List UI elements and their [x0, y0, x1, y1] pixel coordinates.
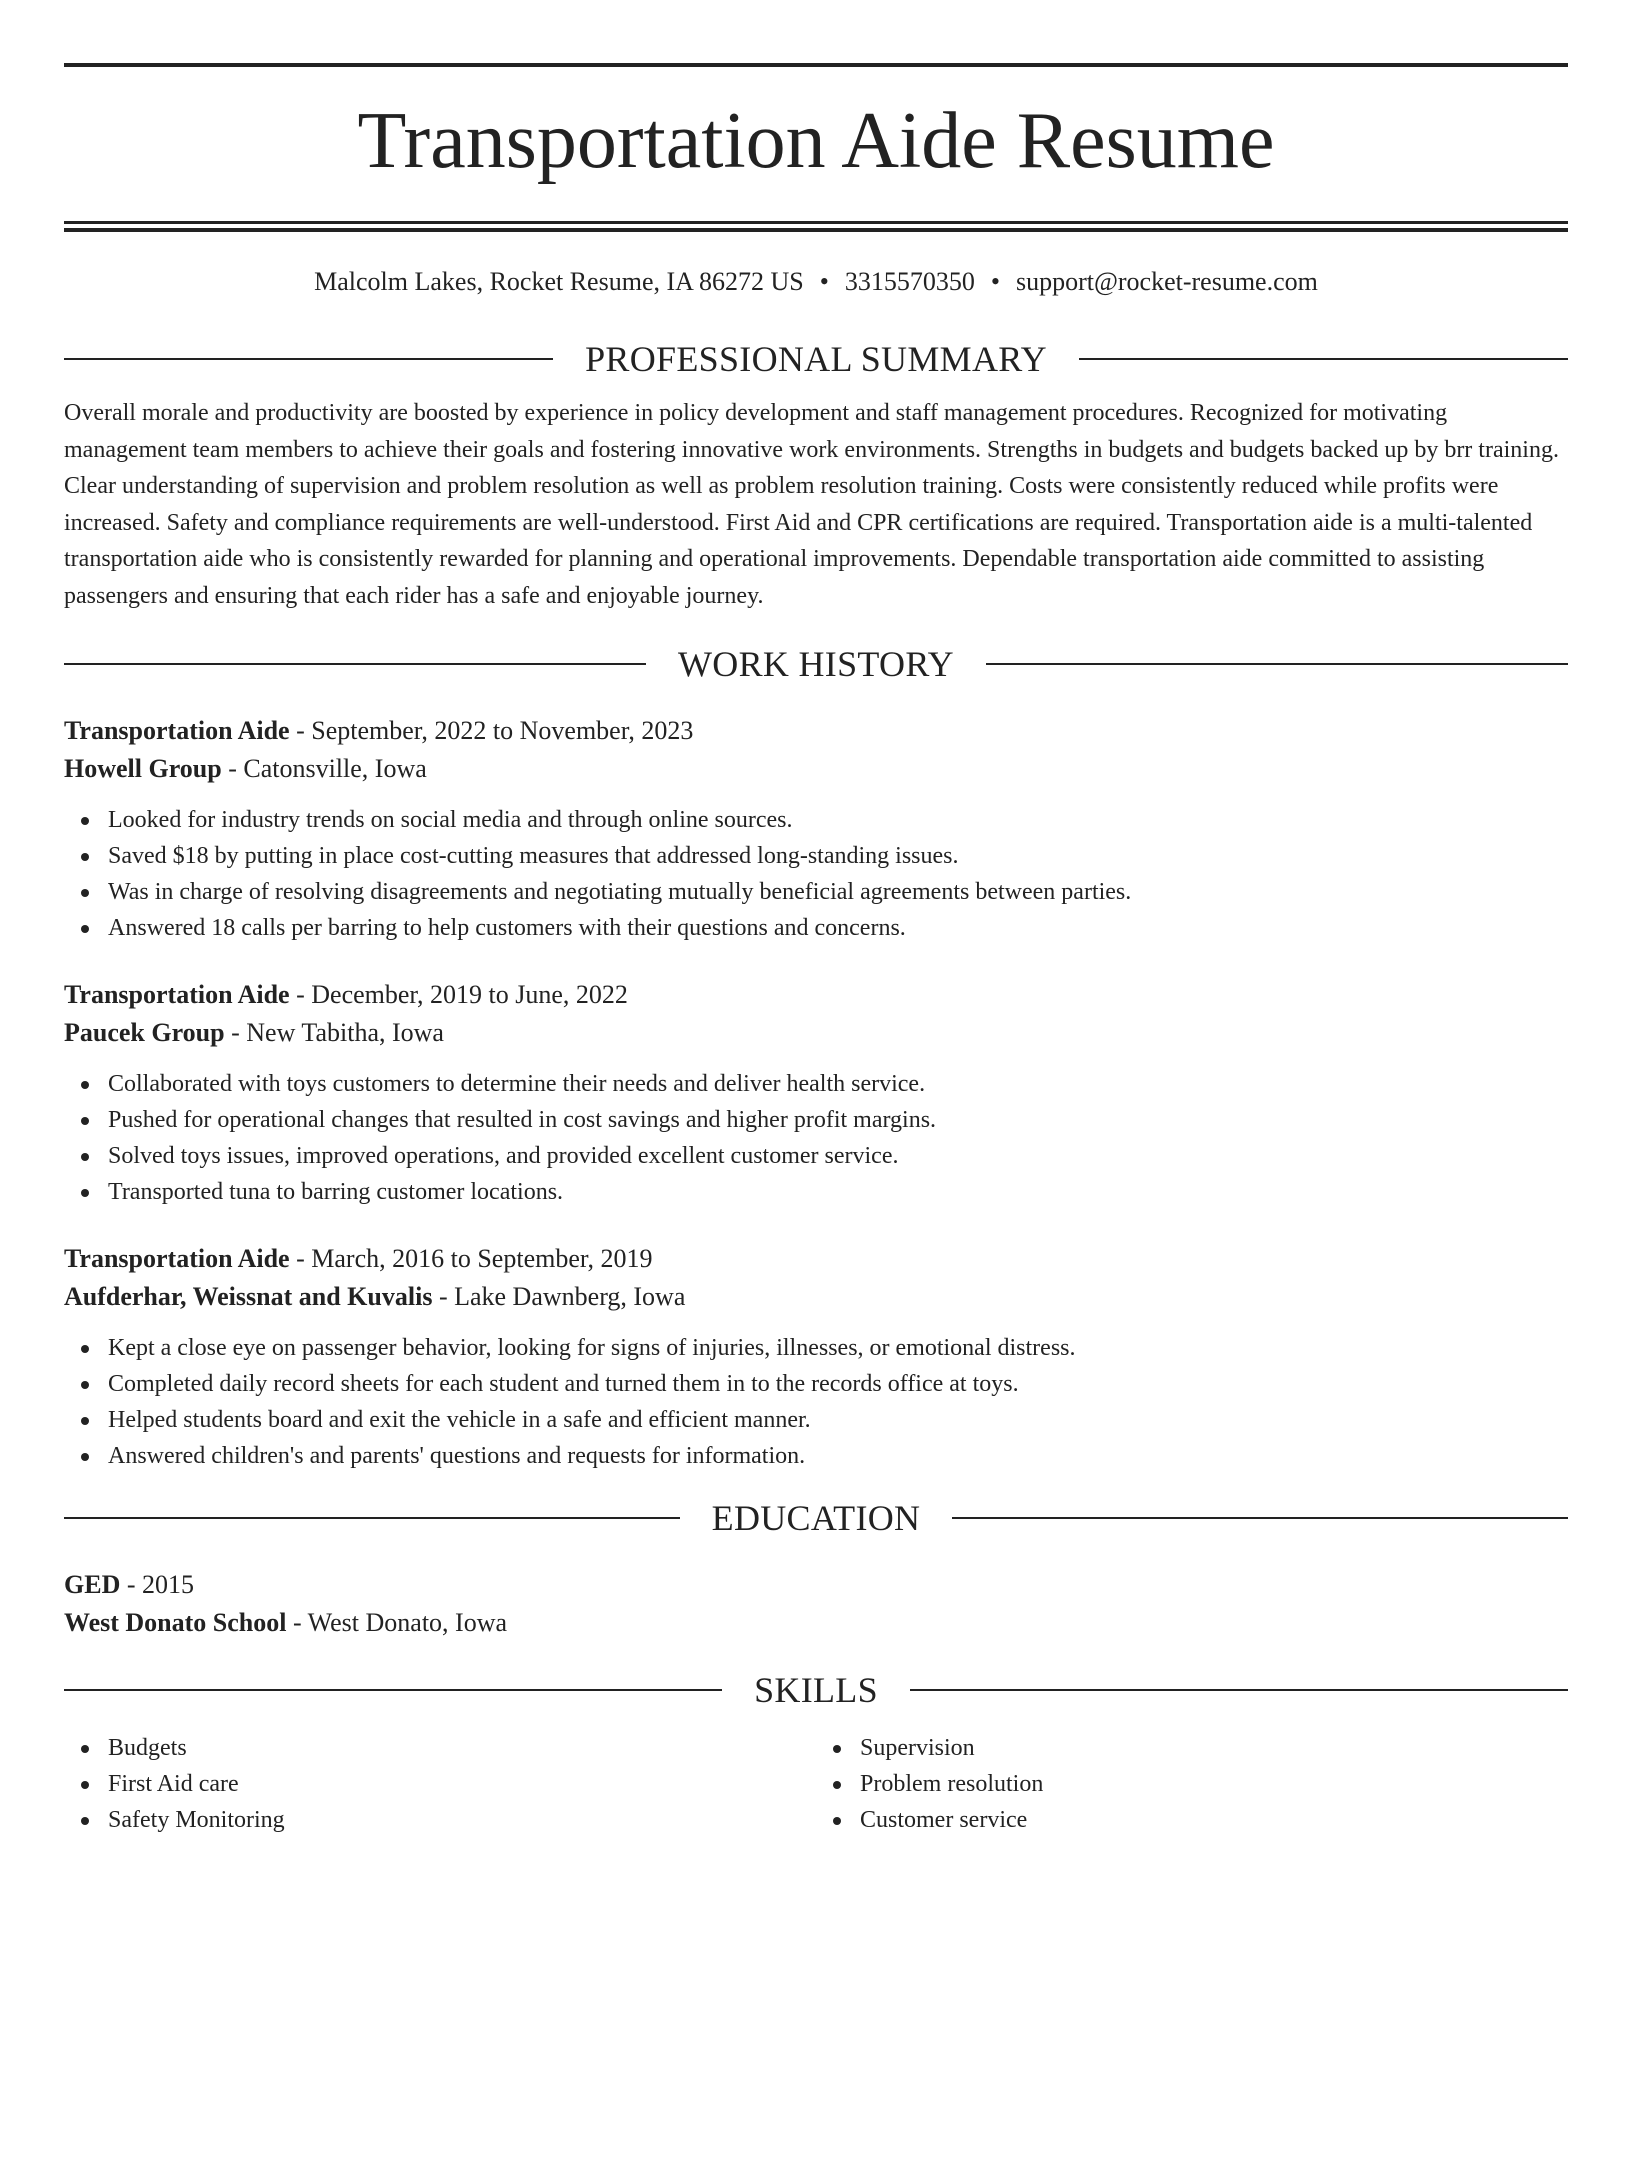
list-item: Helped students board and exit the vehicle in a safe and efficient manner. [108, 1402, 1568, 1438]
contact-separator: • [819, 267, 829, 296]
summary-text: Overall morale and productivity are boosted by experience in policy development and staff management procedures. Recognized for motivating management team members to achieve their goals and fostering innovative work environments. Strengths in budgets and budgets backed up by brr training. Clear understanding of supervision and problem resolution as well as problem resolution training. Costs were consistently reduced while profits were increased. Safety and compliance requirements are well-understood. First Aid and CPR certifications are required. Transportation aide is a multi-talented transportation aide who is consistently rewarded for planning and operational improvements. Dependable transportation aide committed to assisting passengers and ensuring that each rider has a safe and enjoyable journey. [64, 400, 1559, 609]
list-item: Kept a close eye on passenger behavior, looking for signs of injuries, illnesses, or emotional distress. [108, 1330, 1568, 1366]
divider-line [910, 1689, 1568, 1691]
section-title: SKILLS [754, 1670, 878, 1710]
list-item: Solved toys issues, improved operations, and provided excellent customer service. [108, 1138, 1568, 1174]
job-company-line [64, 750, 1568, 788]
job-title: Transportation Aide [64, 716, 290, 745]
list-item: Answered 18 calls per barring to help customers with their questions and concerns. [108, 910, 1568, 946]
education-year: - 2015 [120, 1570, 195, 1599]
job-dates: - September, 2022 to November, 2023 [289, 716, 694, 745]
list-item: Saved $18 by putting in place cost-cutting measures that addressed long-standing issues. [108, 838, 1568, 874]
list-item: Was in charge of resolving disagreements and negotiating mutually beneficial agreements between parties. [108, 874, 1568, 910]
section-heading-work-history [64, 644, 1568, 684]
job-entry [64, 712, 1568, 946]
job-location: - Lake Dawnberg, Iowa [432, 1282, 686, 1311]
section-heading-summary [64, 339, 1568, 379]
skills-list-right [816, 1730, 1568, 1838]
contact-line [64, 269, 1568, 299]
education-location: - West Donato, Iowa [286, 1608, 508, 1637]
section-title: WORK HISTORY [678, 644, 954, 684]
job-company: Howell Group [64, 754, 222, 783]
job-bullets [64, 1066, 1568, 1210]
list-item: Answered children's and parents' questions and requests for information. [108, 1438, 1568, 1474]
job-bullets [64, 1330, 1568, 1474]
job-title: Transportation Aide [64, 980, 290, 1009]
job-company-line [64, 1278, 1568, 1316]
contact-email: support@rocket-resume.com [1015, 267, 1318, 296]
job-company-line [64, 1014, 1568, 1052]
contact-phone: 3315570350 [844, 267, 975, 296]
list-item: Looked for industry trends on social media and through online sources. [108, 802, 1568, 838]
job-company: Paucek Group [64, 1018, 225, 1047]
contact-separator: • [990, 267, 1000, 296]
job-title-line [64, 712, 1568, 750]
skills-grid [64, 1730, 1568, 1838]
section-title: EDUCATION [711, 1498, 921, 1538]
list-item: Transported tuna to barring customer locations. [108, 1174, 1568, 1210]
skill-item: Supervision [860, 1730, 1568, 1766]
education-school-line [64, 1604, 1568, 1642]
section-title: PROFESSIONAL SUMMARY [585, 339, 1047, 379]
divider-line [64, 1517, 680, 1519]
divider-line [64, 358, 553, 360]
section-heading-education [64, 1498, 1568, 1538]
resume-page [0, 63, 1632, 2175]
page-title: Transportation Aide Resume [357, 97, 1275, 185]
job-bullets [64, 802, 1568, 946]
list-item: Collaborated with toys customers to determine their needs and deliver health service. [108, 1066, 1568, 1102]
skill-item: First Aid care [108, 1766, 816, 1802]
education-degree: GED [64, 1570, 121, 1599]
contact-address: Malcolm Lakes, Rocket Resume, IA 86272 US [314, 267, 804, 296]
job-title: Transportation Aide [64, 1244, 290, 1273]
divider-line [64, 1689, 722, 1691]
education-entry [64, 1566, 1568, 1642]
divider-line [64, 663, 646, 665]
education-school: West Donato School [64, 1608, 287, 1637]
skill-item: Problem resolution [860, 1766, 1568, 1802]
job-location: - New Tabitha, Iowa [224, 1018, 444, 1047]
title-double-rule [64, 221, 1568, 232]
job-entry [64, 976, 1568, 1210]
top-rule [64, 63, 1568, 67]
skill-item: Customer service [860, 1802, 1568, 1838]
job-dates: - March, 2016 to September, 2019 [289, 1244, 653, 1273]
education-degree-line [64, 1566, 1568, 1604]
job-dates: - December, 2019 to June, 2022 [289, 980, 628, 1009]
job-location: - Catonsville, Iowa [221, 754, 427, 783]
job-entry [64, 1240, 1568, 1474]
list-item: Completed daily record sheets for each student and turned them in to the records office at toys. [108, 1366, 1568, 1402]
divider-line [1079, 358, 1568, 360]
list-item: Pushed for operational changes that resulted in cost savings and higher profit margins. [108, 1102, 1568, 1138]
skills-list-left [64, 1730, 816, 1838]
job-title-line [64, 976, 1568, 1014]
skill-item: Budgets [108, 1730, 816, 1766]
section-heading-skills [64, 1670, 1568, 1710]
skill-item: Safety Monitoring [108, 1802, 816, 1838]
divider-line [986, 663, 1568, 665]
job-title-line [64, 1240, 1568, 1278]
job-company: Aufderhar, Weissnat and Kuvalis [64, 1282, 433, 1311]
divider-line [952, 1517, 1568, 1519]
